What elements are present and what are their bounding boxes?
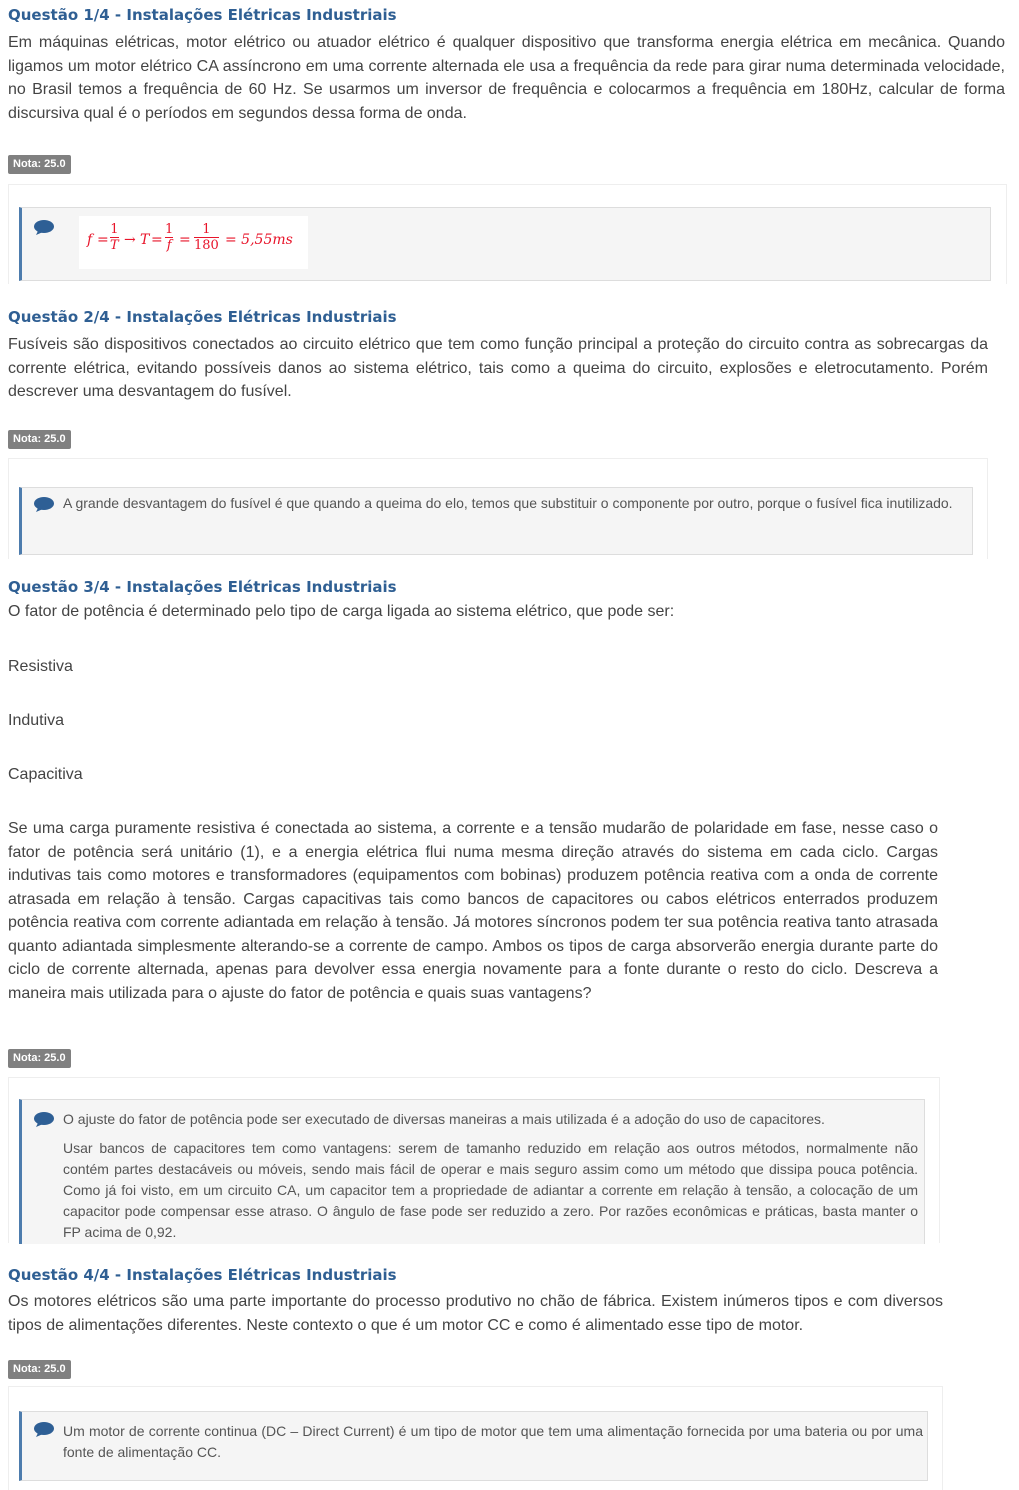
question-3-title: Questão 3/4 - Instalações Elétricas Industriais [8, 578, 397, 596]
question-4-answer-panel [8, 1386, 943, 1490]
question-1-title: Questão 1/4 - Instalações Elétricas Industriais [8, 6, 397, 24]
question-2-text: Fusíveis são dispositivos conectados ao circuito elétrico que tem como função principal a proteção do circuito contra as sobrecargas da corrente elétrica, evitando possíveis danos ao sistema elétrico, tais como a queima do circuito, explosões e eletrocutamento. Porém descrever uma desvantagem do fusível. [8, 336, 988, 400]
formula-T: T [140, 232, 150, 248]
question-3-item-indutiva: Indutiva [8, 712, 65, 729]
formula-eq: = [97, 232, 109, 248]
speech-bubble-icon [34, 220, 54, 235]
question-3-answer-text-2: Usar bancos de capacitores tem como vantagens: serem de tamanho reduzido em relação aos outros métodos, normalmente não contém partes destacáveis ou móveis, sendo mais fácil de operar e mais seguro assim como um método que dissipa pouca potência. Como já foi visto, em um circuito CA, um capacitor tem a propriedade de adiantar a corrente em relação à tensão, a colocação de um capacitor pode compensar esse atraso. O ângulo de fase pode ser reduzido a zero. Por razões econômicas e práticas, basta manter o FP acima de 0,92. [63, 1140, 918, 1240]
question-1-answer-box [19, 207, 991, 281]
question-2-answer-box [19, 487, 973, 555]
question-3-body: Se uma carga puramente resistiva é conectada ao sistema, a corrente e a tensão mudarão de polaridade em fase, nesse caso o fator de potência será unitário (1), e a energia elétrica flui numa mesma direção através do sistema em cada ciclo. Cargas indutivas tais como motores e transformadores (equipamentos com bobinas) produzem potência reativa com a onda de corrente atrasada em relação à tensão. Cargas capacitivas tais como bancos de capacitores ou cabos elétricos enterrados produzem potência reativa com corrente adiantada em relação à tensão. Já motores síncronos podem ter sua potência reativa tanto atrasada quanto adiantada simplesmente alterando-se a corrente de campo. Ambos os tipos de carga absorverão energia durante parte do ciclo de corrente alternada, apenas para devolver essa energia novamente para a fonte durante o resto do ciclo. Descreva a maneira mais utilizada para o ajuste do fator de potência e quais suas vantagens? [8, 820, 938, 1002]
formula [79, 216, 308, 269]
formula-eq: = [179, 232, 191, 248]
formula-fraction: 1 f [165, 222, 174, 253]
question-3-item-resistiva: Resistiva [8, 658, 73, 675]
formula-arrow: → [124, 232, 136, 248]
question-3-answer-text-1: O ajuste do fator de potência pode ser executado de diversas maneiras a mais utilizada é a adoção do uso de capacitores. [63, 1111, 825, 1127]
speech-bubble-icon [34, 1422, 54, 1437]
question-3-answer-panel [8, 1077, 940, 1243]
question-2-answer-panel [8, 458, 988, 559]
question-4-text: Os motores elétricos são uma parte importante do processo produtivo no chão de fábrica. Existem inúmeros tipos e com diversos tipos de alimentações diferentes. Neste contexto o que é um motor CC e como é alimentado esse tipo de motor. [8, 1293, 943, 1334]
question-1-nota-badge: Nota: 25.0 [8, 155, 71, 174]
question-3-answer-box [19, 1099, 925, 1244]
question-3-item-capacitiva: Capacitiva [8, 766, 83, 783]
formula-fraction: 1 T [110, 222, 119, 253]
formula-result: = 5,55ms [225, 232, 293, 248]
question-2-title: Questão 2/4 - Instalações Elétricas Industriais [8, 308, 397, 326]
question-4-nota-badge: Nota: 25.0 [8, 1360, 71, 1379]
question-4-answer-text: Um motor de corrente continua (DC – Direct Current) é um tipo de motor que tem uma alimentação fornecida por uma bateria ou por uma fonte de alimentação CC. [63, 1423, 923, 1460]
question-2-answer-text: A grande desvantagem do fusível é que quando a queima do elo, temos que substituir o componente por outro, porque o fusível fica inutilizado. [63, 495, 953, 511]
formula-fraction: 1 180 [194, 222, 219, 253]
speech-bubble-icon [34, 497, 54, 512]
speech-bubble-icon [34, 1112, 54, 1127]
question-4-answer-box [19, 1411, 928, 1481]
question-1-text: Em máquinas elétricas, motor elétrico ou atuador elétrico é qualquer dispositivo que transforma energia elétrica em mecânica. Quando ligamos um motor elétrico CA assíncrono em uma corrente alternada ele usa a frequência da rede para girar numa determinada velocidade, no Brasil temos a frequência de 60 Hz. Se usarmos um inversor de frequência e colocarmos a frequência em 180Hz, calcular de forma discursiva qual é o períodos em segundos dessa forma de onda. [8, 34, 1005, 122]
question-2-nota-badge: Nota: 25.0 [8, 430, 71, 449]
question-1-answer-panel [8, 184, 1007, 284]
question-3-nota-badge: Nota: 25.0 [8, 1049, 71, 1068]
question-3-intro: O fator de potência é determinado pelo tipo de carga ligada ao sistema elétrico, que pode ser: [8, 603, 675, 620]
formula-f: f [87, 232, 93, 248]
formula-eq: = [151, 232, 163, 248]
question-4-title: Questão 4/4 - Instalações Elétricas Industriais [8, 1266, 397, 1284]
